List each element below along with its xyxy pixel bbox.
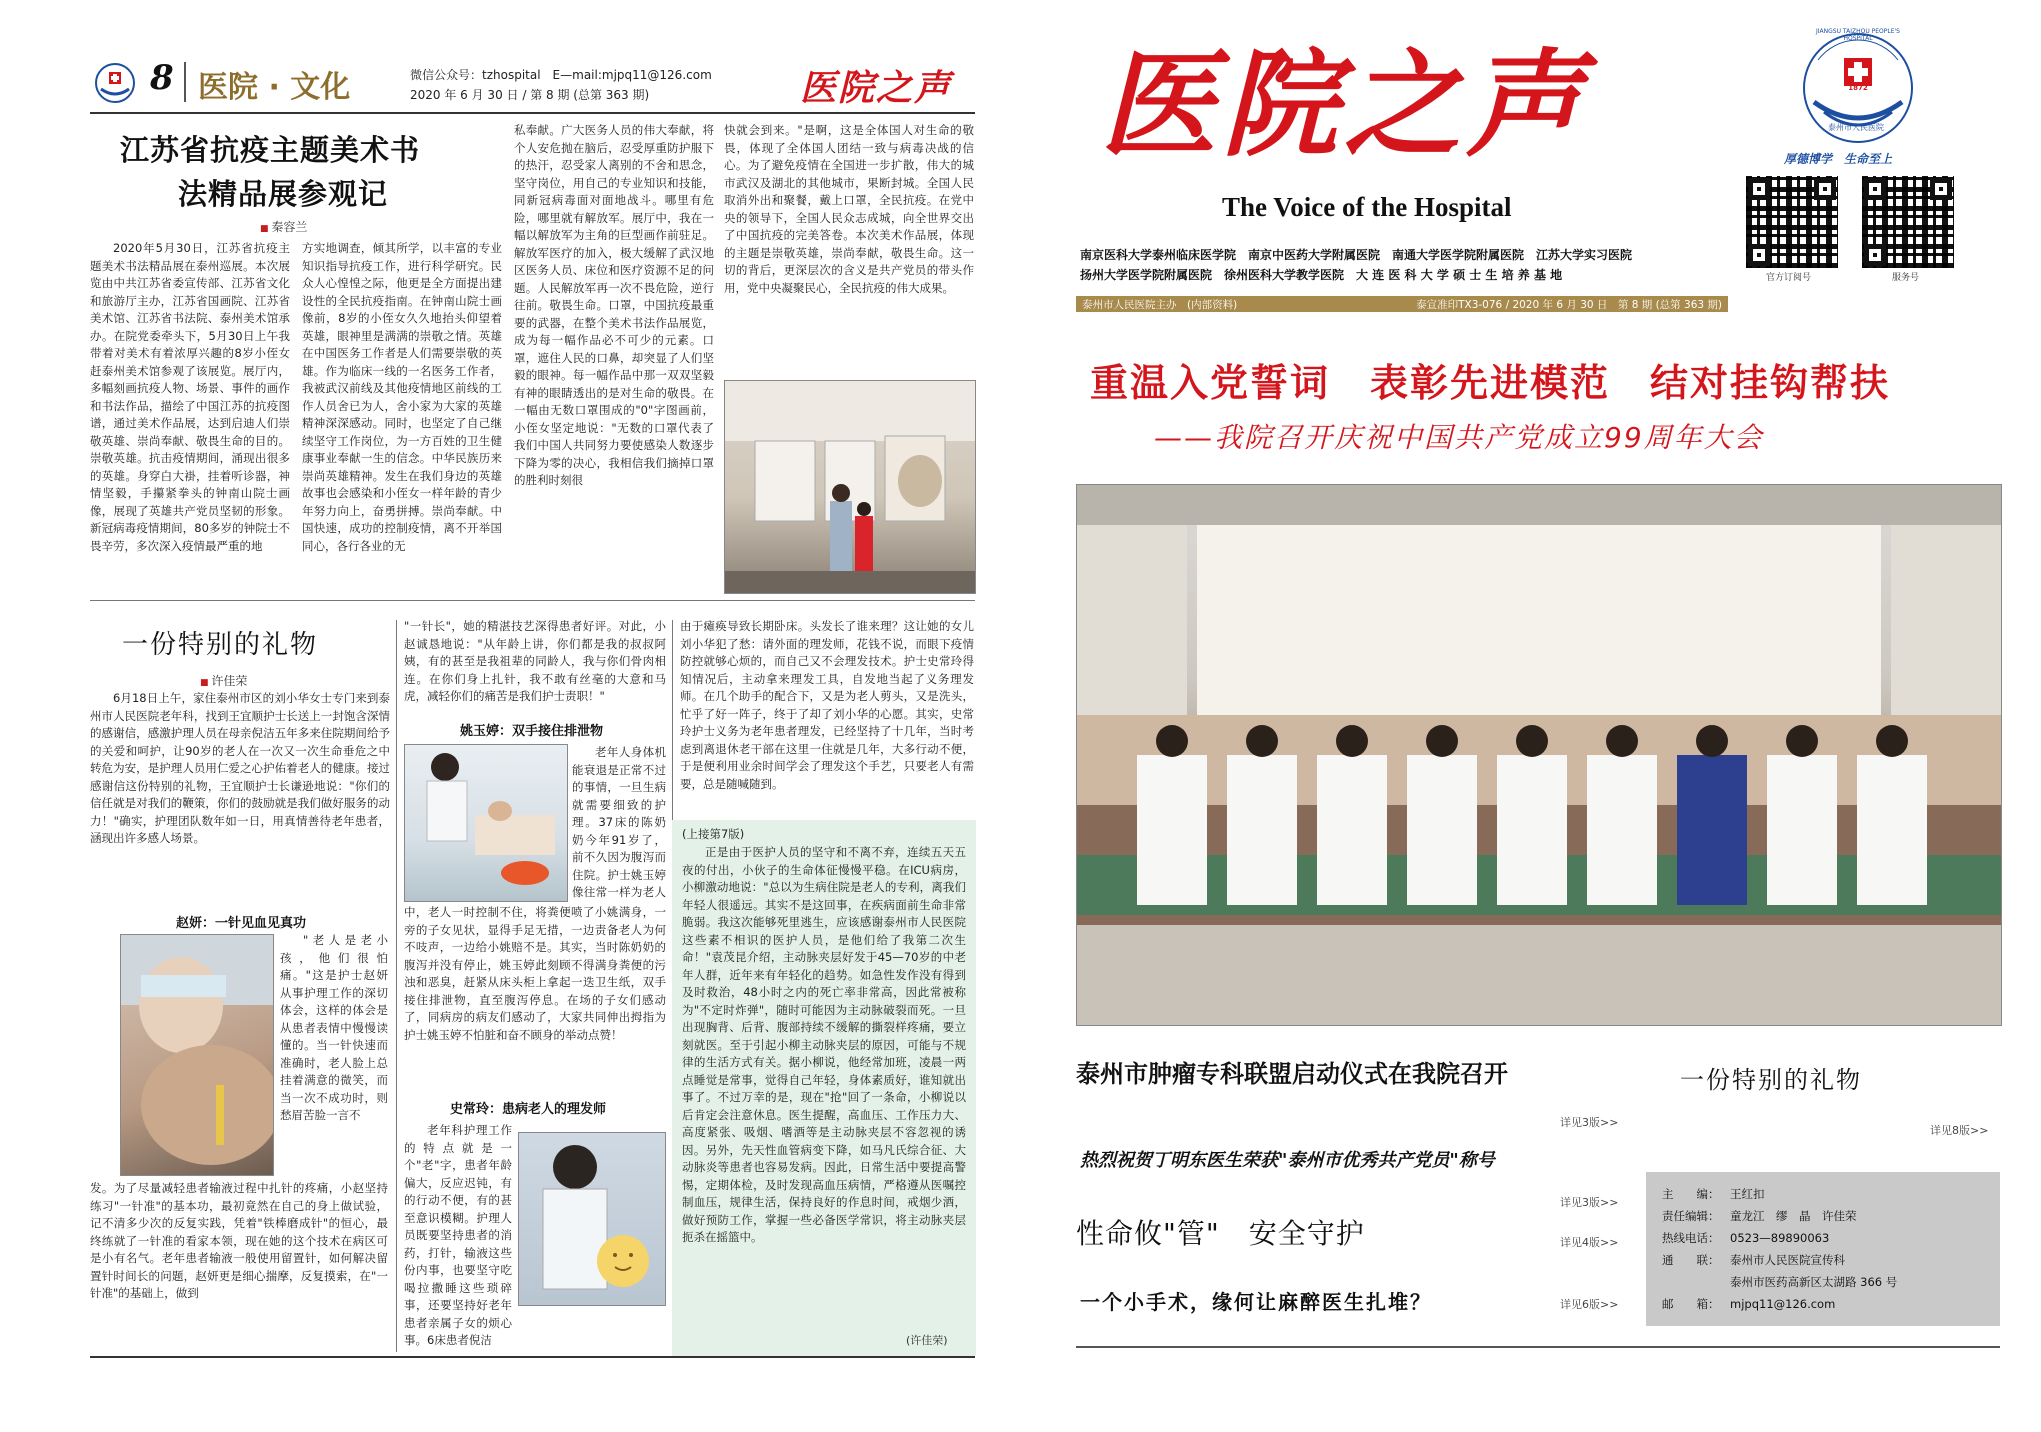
yaoyuting-text-a: 老年人身体机能衰退是正常不过的事情，一旦生病就需要细致的护理。37床的陈奶奶今年91岁了，前不久因为腹泻而住院。护士姚玉婷像往常一样为老人: [572, 745, 666, 899]
editorial-row: [1662, 1186, 1765, 1202]
editorial-row: [1662, 1208, 1857, 1224]
editorial-label: 邮 箱：: [1662, 1297, 1720, 1311]
shichangling-text: 老年科护理工作的特点就是一个"老"字，患者年龄偏大，反应迟钝，有的行动不便，有的甚至意识模糊。护理人员既要坚持患者的消药，打针，输液这些份内事，也要坚守吃喝拉撒睡这些琐碎事，还要坚持好老年患者亲属子女的烦心事。6床患者倪洁: [404, 1123, 512, 1347]
editorial-label: 热线电话：: [1662, 1231, 1720, 1245]
article1-col4: 快就会到来。"是啊，这是全体国人对生命的敬畏，体现了全体国人团结一致与病毒决战的信心。为了避免疫情在全国进一步扩散，伟大的城市武汉及湖北的其他城市，果断封城。全国人民取消外出和聚餐，戴上口罩，全民抗疫。在党中央的领导下，全国人民众志成城，向全世界交出了中国抗疫的完美答卷。本次美术作品展，体现的主题是崇敬英雄，崇尚奉献，敬畏生命。这一切的背后，更深层次的含义是共产党员的带头作用，党中央凝聚民心，全民抗疫的伟大成果。: [724, 123, 974, 295]
hospital-logo-small: [92, 62, 138, 104]
editorial-label: 主 编：: [1662, 1187, 1720, 1201]
continued-label: (上接第7版): [682, 827, 745, 841]
editorial-value: 泰州市医药高新区太湖路 366 号: [1730, 1275, 1898, 1289]
hospital-motto: 厚德博学 生命至上: [1784, 152, 1893, 166]
news3-ref: 详见3版>>: [1560, 1196, 1619, 1209]
article1-col2: 方实地调查，倾其所学，以丰富的专业知识指导抗疫工作，进行科学研究。民众人心惶惶之际，他更是全方面提出建设性的全民抗疫指南。在钟南山院士画像前，8岁的小侄女久久地抬头仰望着英雄，眼神里是满满的崇敬之情。英雄在中国医务工作者是人们需要崇敬的英雄。作为临床一线的一名医务工作者，我被武汉前线及其他疫情地区前线的工作人员舍已为人，舍小家为大家的英雄精神深深感动。同时，也坚定了自己继续坚守工作岗位，为一方百姓的卫生健康事业奉献一生的信念。中华民族历来崇尚英雄精神。发生在我们身边的英雄故事也会感染和小侄女一样年龄的青少年努力向上，奋勇拼搏。崇尚奉献。中国快速，成功的控制疫情，离不开举国同心，各行各业的无: [302, 241, 502, 553]
editorial-label: 责任编辑：: [1662, 1209, 1720, 1223]
article2-author: ■ 许佳荣: [200, 672, 247, 689]
left-page: [0, 0, 1000, 1432]
banner-left: 泰州市人民医院主办 (内部资料): [1082, 299, 1238, 311]
news5-ref: 详见6版>>: [1560, 1298, 1619, 1311]
issue-line: 2020 年 6 月 30 日 / 第 8 期 (总第 363 期): [410, 88, 650, 102]
affiliations-line1: 南京医科大学泰州临床医学院 南京中医药大学附属医院 南通大学医学院附属医院 江苏大学实习医院: [1080, 248, 1633, 262]
contact-line: 微信公众号：tzhospital E—mail:mjpq11@126.com: [410, 68, 712, 82]
editorial-value: 童龙江 缪 晶 许佳荣: [1730, 1209, 1857, 1223]
zhaoyan-text-a: "老人是老小孩，他们很怕痛。"这是护士赵妍从事护理工作的深切体会，这样的体会是从患者表情中慢慢读懂的。当一针快速而准确时，老人脸上总挂着满意的微笑，而当一次不成功时，则愁眉苦脸一言不: [280, 933, 388, 1122]
editorial-row: [1662, 1296, 1835, 1312]
news4-title: 性命攸"管" 安全守护: [1076, 1217, 1365, 1250]
news1-title: 泰州市肿瘤专科联盟启动仪式在我院召开: [1076, 1060, 1508, 1088]
continued-box: [672, 820, 976, 1356]
masthead-title: 医院之声: [1100, 37, 1588, 173]
article2-title: 一份特别的礼物: [122, 630, 319, 660]
editorial-label: 通 联：: [1662, 1253, 1720, 1267]
english-title: The Voice of the Hospital: [1222, 192, 1512, 222]
editorial-row: [1662, 1274, 1897, 1290]
editorial-box: [1646, 1172, 2000, 1326]
article1-col3: 私奉献。广大医务人员的伟大奉献，将个人安危抛在脑后，忍受厚重防护服下的热汗，忍受家人离别的不舍和思念，坚守岗位，用自己的专业知识和技能，同新冠病毒面对面地战斗。哪里有危险，哪里就有解放军。展厅中，我在一幅以解放军为主角的巨型画作前驻足。解放军医疗的加入，极大缓解了武汉地区医务人员、床位和医疗资源不足的问题。人民解放军再一次不畏危险，逆行往前。敬畏生命。口罩，中国抗疫最重要的武器，在整个美术书法作品展览，成为每一幅作品必不可少的元素。口罩，遮住人民的口鼻，却突显了人们坚毅的眼神。每一幅作品中那一双双坚毅有神的眼睛透出的是对生命的敬畏。在一幅由无数口罩围成的"0"字图画前，小侄女坚定地说："无数的口罩代表了我们中国人共同努力要使感染人数逐步下降为零的决心，我相信我们摘掉口罩的胜利时刻很: [514, 123, 714, 487]
article-divider: [90, 600, 975, 601]
article2-intro: 6月18日上午，家住泰州市区的刘小华女士专门来到泰州市人民医院老年科，找到王宜顺护士长送上一封饱含深情的感谢信，感激护理人员在母亲倪洁五年多来住院期间给予的关爱和呵护，让90岁的老人在一次又一次生命垂危之中转危为安，是护理人员用仁爱之心护佑着老人的健康。接过感谢信这份特别的礼物，王宜顺护士长谦逊地说："你们的信任就是对我们的鞭策，你们的鼓励就是我们做好服务的动力！"确实，护理团队数年如一日，用真情善待老年患者，涵现出许多感人场景。: [90, 691, 390, 845]
subheadline: ——我院召开庆祝中国共产党成立99周年大会: [1154, 421, 1764, 454]
article1-author: ■ 秦容兰: [260, 218, 307, 235]
logo-year: 1872: [1848, 84, 1868, 92]
news2-ref: 详见8版>>: [1930, 1124, 1989, 1137]
qr-code-official: [1746, 176, 1838, 268]
affiliations-line2: 扬州大学医学院附属医院 徐州医科大学教学医院 大 连 医 科 大 学 硕 士 生 培 养 基 地: [1080, 268, 1563, 282]
logo-caption: 泰州市人民医院: [1828, 123, 1884, 132]
calligraphy-logo-small: 医院之声: [800, 67, 953, 109]
article2-col2-top: "一针长"，她的精湛技艺深得患者好评。对此，小赵诚恳地说："从年龄上讲，你们都是我的叔叔阿姨，有的甚至是我祖辈的同龄人，我与你们骨肉相连。在你们身上扎针，我不敢有丝毫的大意和马虎，减轻你们的痛苦是我们护士责职！": [404, 619, 666, 703]
subhead-shichangling: 史常玲：患病老人的理发师: [450, 1102, 607, 1117]
main-photo-ceremony: [1076, 484, 2002, 1026]
header-rule: [90, 112, 975, 114]
news5-title: 一个小手术，缘何让麻醉医生扎堆？: [1080, 1290, 1432, 1314]
logo-ring-text: JIANGSU TAIZHOU PEOPLE'S HOSPITAL: [1816, 28, 1900, 42]
news3-title: 热烈祝贺丁明东医生荣获"泰州市优秀共产党员"称号: [1080, 1150, 1495, 1171]
news2-title: 一份特别的礼物: [1680, 1066, 1862, 1094]
news1-ref: 详见3版>>: [1560, 1116, 1619, 1129]
section-title: 医院 · 文化: [198, 70, 351, 105]
left-bottom-rule: [90, 1356, 975, 1358]
header-divider: [184, 62, 186, 102]
subhead-zhaoyan: 赵妍：一针见血见真功: [176, 916, 307, 931]
editorial-value: mjpq11@126.com: [1730, 1297, 1836, 1311]
page-number: 8: [150, 58, 174, 98]
editorial-value: 王红扣: [1730, 1187, 1765, 1201]
article1-title-line2: 法精品展参观记: [178, 177, 389, 211]
article1-title-line1: 江苏省抗疫主题美术书: [120, 133, 421, 167]
article1-col1: 2020年5月30日，江苏省抗疫主题美术书法精品展在泰州巡展。本次展览由中共江苏省委宣传部、江苏省文化和旅游厅主办，江苏省国画院、江苏省美术馆、江苏省书法院、泰州美术馆承办。在院党委牵头下，5月30日上午我带着对美术有着浓厚兴趣的8岁小侄女赶泰州美术馆参观了该展览。展厅内，多幅刻画抗疫人物、场景、事件的画作和书法作品，描绘了中国江苏的抗疫图谱，通过美术作品展，达到启迪人们崇敬英雄、崇尚奉献、敬畏生命的目的。崇敬英雄。抗击疫情期间，涌现出很多的英雄。身穿白大褂，挂着听诊器，神情坚毅，手攥紧拳头的钟南山院士画像，展现了英雄共产党员坚韧的形象。新冠病毒疫情期间，80多岁的钟院士不畏辛劳，多次深入疫情最严重的地: [90, 241, 290, 553]
editorial-row: [1662, 1252, 1845, 1268]
info-banner: [1076, 296, 1728, 312]
nurse-photo-2: [404, 744, 568, 902]
qr-code-service: [1862, 176, 1954, 268]
nurse-photo-1: [120, 934, 274, 1176]
hospital-logo: [1798, 30, 1918, 148]
exhibition-photo: [724, 380, 976, 594]
article2-col3-top: 由于瘫痪导致长期卧床。头发长了谁来理？这让她的女儿刘小华犯了愁：请外面的理发师，花钱不说，而眼下疫情防控就够心烦的，而自己又不会理发技术。护士史常玲得知情况后，主动拿来理发工具，自发地当起了义务理发师。在几个助手的配合下，又是为老人剪头，又是洗头，忙乎了好一阵子，终于了却了刘小华的心愿。其实，史常玲护士义务为老年患者理发，已经坚持了十几年，当时考虑到离退休老干部在这里一住就是几年，大多行动不便，于是便利用业余时间学会了理发这个手艺，只要老人有需要，总是随喊随到。: [680, 619, 974, 791]
editorial-value: 0523—89890063: [1730, 1231, 1830, 1245]
qr-label-official: 官方订阅号: [1766, 273, 1812, 283]
editorial-row: [1662, 1230, 1829, 1246]
continued-byline: (许佳荣): [906, 1334, 948, 1347]
nurse-photo-3: [518, 1132, 666, 1306]
banner-right: 泰宣准印TX3-076 / 2020 年 6 月 30 日 第 8 期 (总第 363 期): [1416, 299, 1722, 311]
news4-ref: 详见4版>>: [1560, 1236, 1619, 1249]
subhead-yaoyuting: 姚玉婷：双手接住排泄物: [460, 724, 604, 739]
col-divider-1: [396, 620, 397, 1352]
right-page: [1040, 0, 2041, 1432]
zhaoyan-text-b: 发。为了尽量减轻患者输液过程中扎针的疼痛，小赵坚持练习"一针准"的基本功，最初竟然在自己的身上做试验，记不清多少次的反复实践，凭着"铁棒磨成针"的恒心，最终练就了一针准的看家本领，现在她的这个技术在病区可是小有名气。老年患者输液一般使用留置针，如何解决留置针时间长的问题，赵妍更是细心揣摩，反复摸索，在"一针准"的基础上，做到: [90, 1181, 388, 1300]
right-bottom-rule: [1076, 1346, 2000, 1348]
yaoyuting-text-b: 中，老人一时控制不住，将粪便喷了小姚满身，一旁的子女见状，显得手足无措，一边责备老人为何不吱声，一边给小姚赔不是。其实，当时陈奶奶的腹泻并没有停止，姚玉婷此刻顾不得满身粪便的污浊和恶臭，赶紧从床头柜上拿起一迭卫生纸，双手接住排泄物，直至腹泻停息。在场的子女们感动了，同病房的病友们感动了，大家共同伸出拇指为护士姚玉婷不怕脏和奋不顾身的举动点赞！: [404, 905, 666, 1042]
continued-text: 正是由于医护人员的坚守和不离不弃，连续五天五夜的付出，小伙子的生命体征慢慢平稳。在ICU病房，小柳激动地说："总以为生病住院是老人的专利，离我们年轻人很遥远。其实不是这回事，在疾病面前生命非常脆弱。我这次能够死里逃生，应该感谢泰州市人民医院这些素不相识的医护人员，是他们给了我第二次生命！"袁茂昆介绍，主动脉夹层好发于45—70岁的中老年人群，近年来有年轻化的趋势。如急性发作没有得到及时救治，48小时之内的死亡率非常高，因此常被称为"不定时炸弹"，随时可能因为主动脉破裂而死。一旦出现胸背、后背、腹部持续不缓解的撕裂样疼痛，要立刻就医。至于引起小柳主动脉夹层的原因，可能与不规律的生活方式有关。据小柳说，他经常加班，凌晨一两点睡觉是常事，觉得自己年轻，身体素质好，谁知就出事了。不过万幸的是，现在"抢"回了一条命，小柳说以后肯定会注意休息。医生提醒，高血压、工作压力大、高度紧张、吸烟、嗜酒等是主动脉夹层不容忽视的诱因。另外，先天性血管病变下降，如马凡氏综合征、大动脉炎等患者也容易发病。因此，日常生活中要提高警惕，定期体检，及时发现高血压病情，严格遵从医嘱控制血压，规律生活，保持良好的作息时间，戒烟少酒，做好预防工作，掌握一些必备医学常识，将主动脉夹层扼杀在摇篮中。: [682, 845, 966, 1244]
headline: 重温入党誓词 表彰先进模范 结对挂钩帮扶: [1090, 361, 1891, 405]
qr-label-service: 服务号: [1892, 273, 1920, 283]
editorial-value: 泰州市人民医院宣传科: [1730, 1253, 1845, 1267]
